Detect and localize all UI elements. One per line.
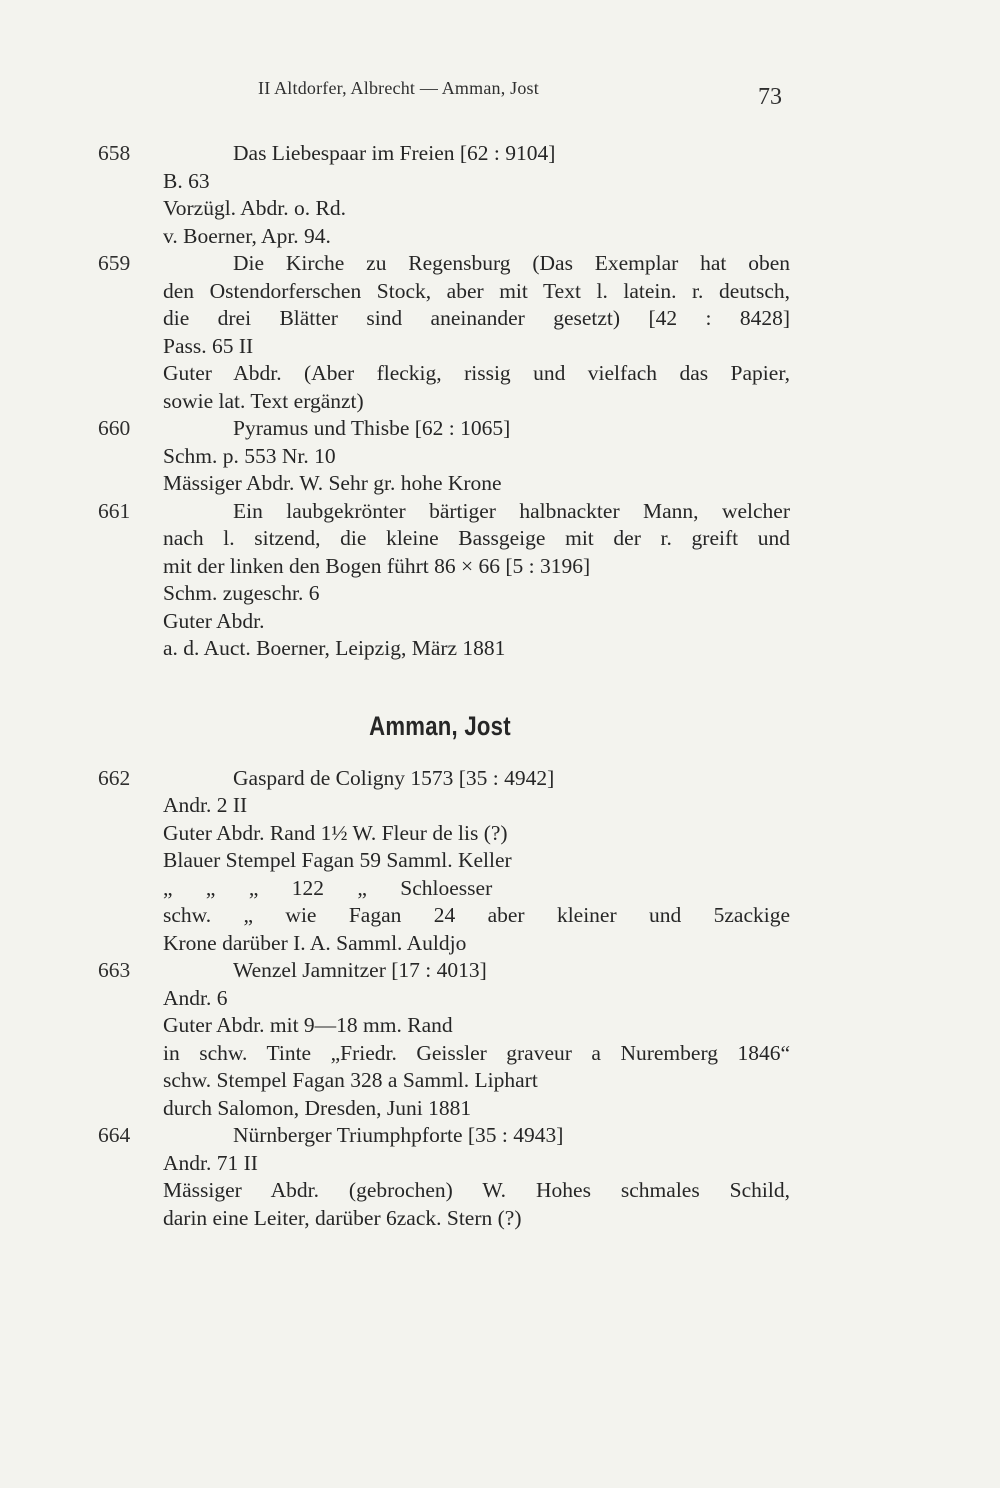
entry-line bbox=[0, 1067, 1000, 1095]
entry-title: Das Liebespaar im Freien [62 : 9104] bbox=[233, 141, 556, 165]
entry-number: 663 bbox=[98, 958, 131, 982]
entry-line bbox=[0, 168, 1000, 196]
catalog-entry bbox=[0, 498, 1000, 663]
entries-altdorfer bbox=[0, 140, 1000, 663]
entry-detail: a. d. Auct. Boerner, Leipzig, März 1881 bbox=[163, 636, 506, 660]
entry-detail: darin eine Leiter, darüber 6zack. Stern (?) bbox=[163, 1205, 522, 1230]
entry-line bbox=[0, 1012, 1000, 1040]
entry-detail: Pass. 65 II bbox=[163, 333, 254, 358]
entry-line bbox=[0, 1095, 1000, 1123]
catalog-content bbox=[0, 140, 1000, 1232]
entry-detail: „ „ „ 122 „ Schloesser bbox=[163, 875, 493, 900]
entry-title: Ein laubgekrönter bärtiger halbnackter Mann, welcher bbox=[233, 498, 790, 523]
entry-detail: Guter Abdr. Rand 1½ W. Fleur de lis (?) bbox=[163, 820, 508, 845]
entry-line bbox=[0, 388, 1000, 416]
entry-title: Gaspard de Coligny 1573 [35 : 4942] bbox=[233, 765, 555, 790]
entry-line bbox=[0, 957, 1000, 985]
entry-title: Die Kirche zu Regensburg (Das Exemplar hat oben bbox=[233, 251, 790, 275]
entry-detail: Vorzügl. Abdr. o. Rd. bbox=[163, 196, 346, 220]
entry-detail: in schw. Tinte „Friedr. Geissler graveur a Nuremberg 1846“ bbox=[163, 1040, 790, 1065]
entry-number: 659 bbox=[98, 251, 131, 275]
running-title: II Altdorfer, Albrecht — Amman, Jost bbox=[258, 78, 539, 98]
entry-line bbox=[0, 498, 1000, 526]
entry-number: 664 bbox=[98, 1123, 131, 1147]
entry-line bbox=[0, 525, 1000, 553]
catalog-entry bbox=[0, 1122, 1000, 1232]
entry-detail: sowie lat. Text ergänzt) bbox=[163, 388, 364, 413]
entry-detail: Guter Abdr. (Aber fleckig, rissig und vielfach das Papier, bbox=[163, 361, 790, 385]
entry-detail: durch Salomon, Dresden, Juni 1881 bbox=[163, 1095, 472, 1120]
entry-number: 661 bbox=[98, 498, 131, 523]
entry-line bbox=[0, 140, 1000, 168]
entry-line bbox=[0, 847, 1000, 875]
entry-detail: nach l. sitzend, die kleine Bassgeige mit der r. greift und bbox=[163, 526, 790, 550]
entry-detail: Andr. 2 II bbox=[163, 793, 248, 817]
entry-title: Nürnberger Triumphpforte [35 : 4943] bbox=[233, 1123, 564, 1147]
entry-detail: Krone darüber I. A. Samml. Auldjo bbox=[163, 930, 467, 955]
entry-line bbox=[0, 1040, 1000, 1068]
entry-line bbox=[0, 333, 1000, 361]
entry-line bbox=[0, 415, 1000, 443]
entry-detail: B. 63 bbox=[163, 168, 210, 193]
entry-detail: Schm. p. 553 Nr. 10 bbox=[163, 443, 336, 468]
catalog-entry bbox=[0, 957, 1000, 1122]
entry-detail: v. Boerner, Apr. 94. bbox=[163, 223, 331, 248]
catalog-entry bbox=[0, 765, 1000, 958]
entry-detail: Mässiger Abdr. (gebrochen) W. Hohes schmales Schild, bbox=[163, 1178, 790, 1202]
entry-line bbox=[0, 1205, 1000, 1233]
entry-number: 660 bbox=[98, 416, 131, 440]
entry-detail: schw. Stempel Fagan 328 a Samml. Liphart bbox=[163, 1068, 538, 1092]
entry-number: 658 bbox=[98, 141, 131, 165]
entry-line bbox=[0, 792, 1000, 820]
entry-detail: Andr. 71 II bbox=[163, 1150, 258, 1175]
entry-number: 662 bbox=[98, 765, 131, 790]
catalog-entry bbox=[0, 415, 1000, 498]
entry-line bbox=[0, 820, 1000, 848]
entry-line bbox=[0, 278, 1000, 306]
entry-line bbox=[0, 1177, 1000, 1205]
entry-line bbox=[0, 360, 1000, 388]
entry-line bbox=[0, 305, 1000, 333]
page-header bbox=[0, 78, 1000, 118]
entry-detail: Andr. 6 bbox=[163, 985, 228, 1010]
entry-detail: die drei Blätter sind aneinander gesetzt) [42 : 8428] bbox=[163, 306, 790, 330]
entry-detail: Guter Abdr. bbox=[163, 608, 265, 633]
entry-title: Wenzel Jamnitzer [17 : 4013] bbox=[233, 958, 487, 982]
entry-line bbox=[0, 765, 1000, 793]
entry-line bbox=[0, 250, 1000, 278]
entry-detail: schw. „ wie Fagan 24 aber kleiner und 5zackige bbox=[163, 903, 790, 927]
entry-detail: den Ostendorferschen Stock, aber mit Text l. latein. r. deutsch, bbox=[163, 278, 790, 303]
entry-line bbox=[0, 1122, 1000, 1150]
section-heading bbox=[0, 693, 1000, 765]
page-number: 73 bbox=[758, 84, 782, 110]
entry-line bbox=[0, 608, 1000, 636]
catalog-entry bbox=[0, 250, 1000, 415]
entry-line bbox=[0, 902, 1000, 930]
entry-line bbox=[0, 443, 1000, 471]
entry-line bbox=[0, 1150, 1000, 1178]
catalog-entry bbox=[0, 140, 1000, 250]
entry-detail: Guter Abdr. mit 9—18 mm. Rand bbox=[163, 1013, 453, 1037]
entry-line bbox=[0, 580, 1000, 608]
section-heading-text: Amman, Jost bbox=[369, 710, 511, 741]
entry-detail: Blauer Stempel Fagan 59 Samml. Keller bbox=[163, 848, 512, 872]
entry-line bbox=[0, 470, 1000, 498]
entry-line bbox=[0, 223, 1000, 251]
entries-amman bbox=[0, 765, 1000, 1233]
entry-detail: Mässiger Abdr. W. Sehr gr. hohe Krone bbox=[163, 471, 502, 495]
entry-line bbox=[0, 930, 1000, 958]
entry-line bbox=[0, 875, 1000, 903]
entry-detail: mit der linken den Bogen führt 86 × 66 [5 : 3196] bbox=[163, 553, 591, 578]
entry-line bbox=[0, 985, 1000, 1013]
entry-line bbox=[0, 635, 1000, 663]
entry-line bbox=[0, 195, 1000, 223]
entry-line bbox=[0, 553, 1000, 581]
entry-detail: Schm. zugeschr. 6 bbox=[163, 581, 320, 605]
entry-title: Pyramus und Thisbe [62 : 1065] bbox=[233, 416, 511, 440]
